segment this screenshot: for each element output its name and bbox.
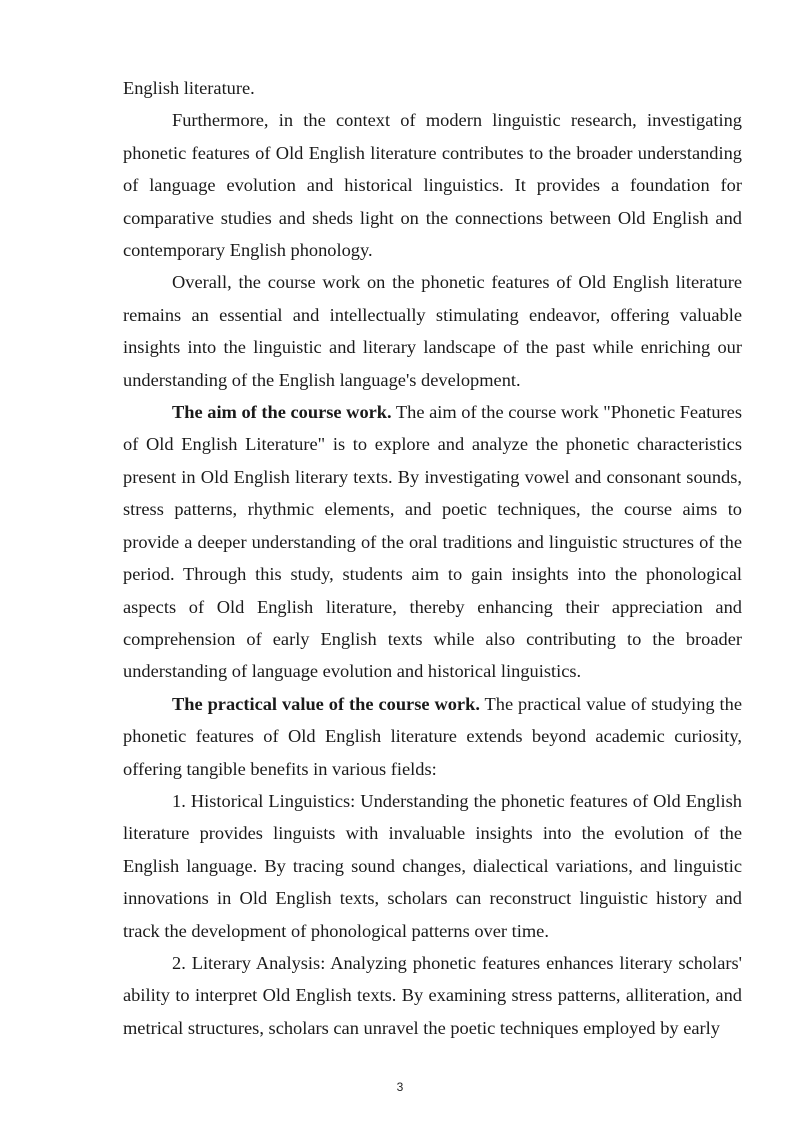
page-number: 3 bbox=[396, 1080, 404, 1094]
paragraph-text: The practical value of studying the phonetic features of Old English literature extends beyond academic curiosity, offering tangible benefits in various fields: bbox=[123, 693, 742, 779]
paragraph-practical-value bbox=[123, 688, 742, 785]
paragraph-continuation bbox=[123, 72, 742, 104]
paragraph-overall bbox=[123, 266, 742, 396]
paragraph-modern-research bbox=[123, 104, 742, 266]
run-in-heading-practical-value: The practical value of the course work. bbox=[172, 693, 480, 714]
paragraph-text: The aim of the course work "Phonetic Features of Old English Literature" is to explore and analyze the phonetic characteristics present in Old English literary texts. By investigating vowel and consonant sounds, stress patterns, rhythmic elements, and poetic techniques, the course aims to provide a deeper understanding of the oral traditions and linguistic structures of the period. Through this study, students aim to gain insights into the phonological aspects of Old English literature, thereby enhancing their appreciation and comprehension of early English texts while also contributing to the broader understanding of language evolution and historical linguistics. bbox=[123, 402, 743, 682]
paragraph-aim bbox=[123, 396, 742, 688]
paragraph-text: English literature. bbox=[123, 78, 255, 98]
list-item-literary-analysis bbox=[123, 947, 742, 1044]
paragraph-text: Furthermore, in the context of modern linguistic research, investigating phonetic features of Old English literature contributes to the broader understanding of language evolution and historical linguistics. It provides a foundation for comparative studies and sheds light on the connections between Old English and contemporary English phonology. bbox=[123, 110, 742, 261]
body-text bbox=[123, 72, 742, 1044]
paragraph-text: 1. Historical Linguistics: Understanding the phonetic features of Old English literature provides linguists with invaluable insights into the evolution of the English language. By tracing sound changes, dialectical variations, and linguistic innovations in Old English texts, scholars can reconstruct linguistic history and track the development of phonological patterns over time. bbox=[123, 790, 742, 941]
paragraph-text: 2. Literary Analysis: Analyzing phonetic features enhances literary scholars' ability to interpret Old English texts. By examining stress patterns, alliteration, and metrical structures, scholars can unravel the poetic techniques employed by early bbox=[123, 952, 742, 1038]
paragraph-text: Overall, the course work on the phonetic features of Old English literature remains an essential and intellectually stimulating endeavor, offering valuable insights into the linguistic and literary landscape of the past while enriching our understanding of the English language's development. bbox=[123, 272, 742, 390]
list-item-historical-linguistics bbox=[123, 785, 742, 947]
run-in-heading-aim: The aim of the course work. bbox=[172, 402, 392, 423]
